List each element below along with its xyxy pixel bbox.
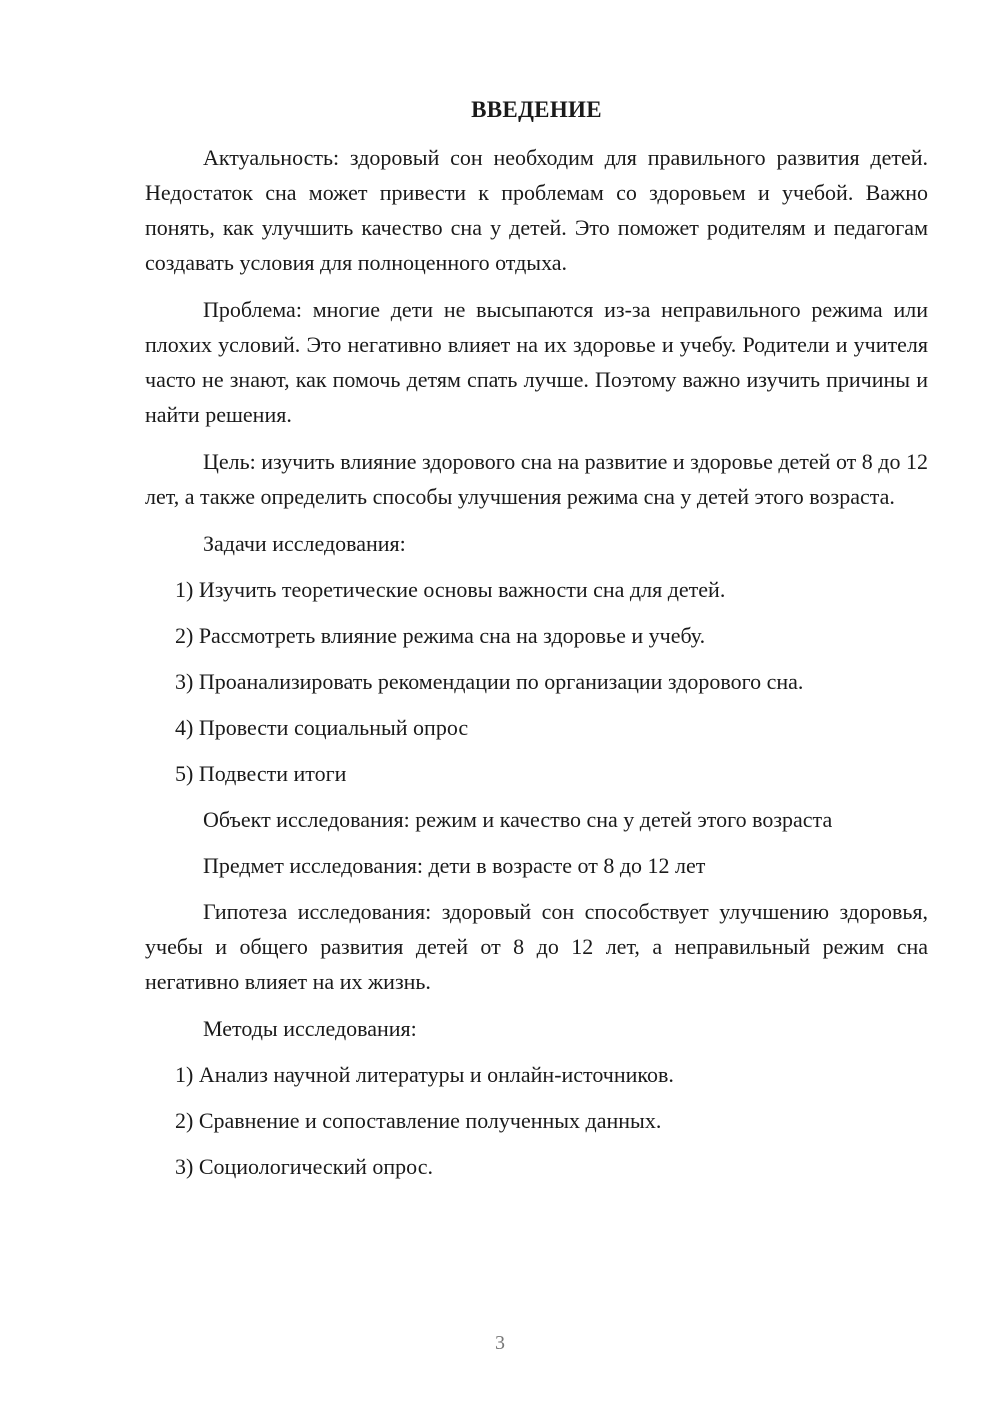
tasks-list: [145, 572, 928, 791]
page-title: ВВЕДЕНИЕ: [471, 97, 602, 122]
object-line: Объект исследования: режим и качество сна у детей этого возраста: [203, 807, 833, 832]
list-item: 2) Сравнение и сопоставление полученных данных.: [175, 1108, 662, 1133]
hypothesis-paragraph: Гипотеза исследования: здоровый сон способствует улучшению здоровья, учебы и общего развития детей от 8 до 12 лет, а неправильный режим сна негативно влияет на их жизнь.: [145, 899, 928, 994]
tasks-heading: Задачи исследования:: [203, 531, 406, 556]
document-page: [145, 92, 928, 1195]
list-item: 5) Подвести итоги: [175, 761, 347, 786]
list-item: 1) Изучить теоретические основы важности сна для детей.: [175, 577, 726, 602]
problem-paragraph: Проблема: многие дети не высыпаются из-за неправильного режима или плохих условий. Это негативно влияет на их здоровье и учебу. Родители и учителя часто не знают, как помочь детям спать лучше. Поэтому важно изучить причины и найти решения.: [145, 297, 928, 427]
methods-list: [145, 1057, 928, 1184]
list-item: 3) Социологический опрос.: [175, 1154, 433, 1179]
page-number: 3: [495, 1332, 505, 1354]
subject-line: Предмет исследования: дети в возрасте от 8 до 12 лет: [203, 853, 706, 878]
relevance-paragraph: Актуальность: здоровый сон необходим для правильного развития детей. Недостаток сна может привести к проблемам со здоровьем и учебой. Важно понять, как улучшить качество сна у детей. Это поможет родителям и педагогам создавать условия для полноценного отдыха.: [145, 145, 928, 275]
list-item: 1) Анализ научной литературы и онлайн-источников.: [175, 1062, 674, 1087]
methods-heading: Методы исследования:: [203, 1016, 417, 1041]
list-item: 2) Рассмотреть влияние режима сна на здоровье и учебу.: [175, 623, 706, 648]
list-item: 3) Проанализировать рекомендации по организации здорового сна.: [175, 669, 804, 694]
list-item: 4) Провести социальный опрос: [175, 715, 469, 740]
goal-paragraph: Цель: изучить влияние здорового сна на развитие и здоровье детей от 8 до 12 лет, а также определить способы улучшения режима сна у детей этого возраста.: [145, 449, 928, 509]
